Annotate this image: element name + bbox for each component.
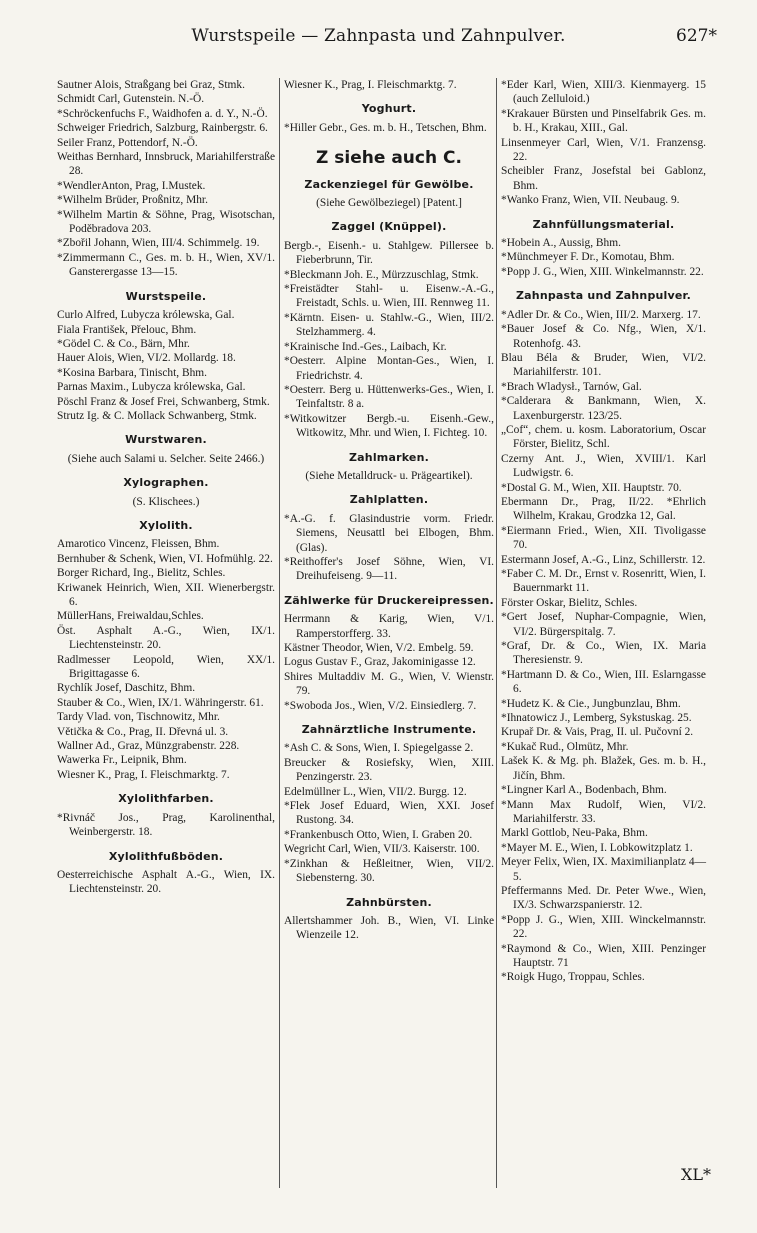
column-right [501, 78, 706, 985]
directory-entry: Větička & Co., Prag, II. Dřevná ul. 3. [57, 725, 229, 738]
directory-entry: Tardy Vlad. von, Tischnowitz, Mhr. [57, 711, 220, 724]
section-heading: Zahnfüllungsmaterial. [532, 217, 675, 231]
running-title: Wurstspeile — Zahnpasta und Zahnpulver. [191, 26, 566, 46]
directory-entry: *Dostal G. M., Wien, XII. Hauptstr. 70. [501, 481, 682, 494]
directory-entry: *Schröckenfuchs F., Waidhofen a. d. Y., N.-Ö. [57, 107, 268, 120]
directory-entry: Wiesner K., Prag, I. Fleischmarktg. 7. [284, 79, 457, 91]
directory-entry: *Wilhelm Brüder, Proßnitz, Mhr. [57, 194, 208, 207]
directory-entry: *Hartmann D. & Co., Wien, III. Eslarngasse 6. [501, 668, 706, 696]
directory-entry: Wiesner K., Prag, I. Fleischmarktg. 7. [57, 768, 230, 781]
section-heading: Xylolithfarben. [118, 792, 214, 806]
directory-entry: *Wilhelm Martin & Söhne, Prag, Wisotschan, Poděbradova 203. [57, 208, 275, 236]
directory-entry: *Raymond & Co., Wien, XIII. Penzinger Hauptstr. 71 [501, 942, 706, 969]
directory-entry: *Krainische Ind.-Ges., Laibach, Kr. [284, 340, 447, 353]
directory-entry: Allertshammer Joh. B., Wien, VI. Linke Wienzeile 12. [284, 914, 494, 942]
directory-entry: Logus Gustav F., Graz, Jakominigasse 12. [284, 656, 476, 669]
directory-entry: Ebermann Dr., Prag, II/22. *Ehrlich Wilhelm, Krakau, Grodzka 12, Gal. [501, 495, 706, 523]
sheet-signature-mark: XL* [680, 1165, 711, 1184]
letter-cross-reference: Z siehe auch C. [316, 148, 462, 169]
directory-entry: *Roigk Hugo, Troppau, Schles. [501, 971, 645, 984]
section-heading: Zahlmarken. [348, 450, 429, 464]
directory-entry: Markl Gottlob, Neu-Paka, Bhm. [501, 827, 648, 840]
directory-entry: *Kukač Rud., Olmütz, Mhr. [501, 740, 629, 753]
directory-entry: *WendlerAnton, Prag, I.Mustek. [57, 179, 206, 192]
directory-entry: *Witkowitzer Bergb.-u. Eisenh.-Gew., Witkowitz, Mhr. und Wien, I. Fichteg. 10. [284, 412, 494, 440]
directory-entry: *Hiller Gebr., Ges. m. b. H., Tetschen, Bhm. [284, 121, 487, 134]
directory-entry: Bernhuber & Schenk, Wien, VI. Hofmühlg. 22. [57, 552, 273, 565]
directory-entry: *Bleckmann Joh. E., Mürzzuschlag, Stmk. [284, 268, 479, 281]
section-heading: Xylolith. [139, 518, 193, 532]
directory-entry: *Eiermann Fried., Wien, XII. Tivoligasse 70. [501, 524, 706, 552]
directory-entry: Strutz Ig. & C. Mollack Schwanberg, Stmk. [57, 409, 257, 422]
directory-entry: *Mayer M. E., Wien, I. Lobkowitzplatz 1. [501, 841, 693, 854]
column-rule [496, 78, 497, 1188]
directory-entry: Radlmesser Leopold, Wien, XX/1. Brigittagasse 6. [57, 653, 275, 681]
directory-entry: Schweiger Friedrich, Salzburg, Rainbergstr. 6. [57, 122, 268, 135]
directory-entry: *Ash C. & Sons, Wien, I. Spiegelgasse 2. [284, 742, 474, 755]
directory-entry: *Reithoffer's Josef Söhne, Wien, VI. Dreihufeiseng. 9—11. [284, 555, 494, 583]
directory-entry: Öst. Asphalt A.-G., Wien, IX/1. Liechtensteinstr. 20. [57, 624, 275, 652]
cross-reference-note: (S. Klischees.) [132, 495, 200, 508]
directory-entry: Meyer Felix, Wien, IX. Maximilianplatz 4—5. [501, 856, 706, 883]
directory-entry: Hauer Alois, Wien, VI/2. Mollardg. 18. [57, 352, 236, 365]
section-heading: Zahnärztliche Instrumente. [301, 723, 477, 737]
directory-entry: Förster Oskar, Bielitz, Schles. [501, 596, 638, 609]
directory-entry: „Cof“, chem. u. kosm. Laboratorium, Oscar Förster, Bielitz, Schl. [501, 423, 706, 451]
directory-entry: *Brach Wladysł., Tarnów, Gal. [501, 380, 642, 393]
directory-entry: Seiler Franz, Pottendorf, N.-Ö. [57, 136, 198, 149]
section-heading: Zahnbürsten. [346, 895, 432, 909]
directory-entry: *Eder Karl, Wien, XIII/3. Kienmayerg. 15 (auch Zelluloid.) [501, 79, 706, 106]
section-heading: Zahnpasta und Zahnpulver. [516, 289, 691, 303]
directory-entry: *Swoboda Jos., Wien, V/2. Einsiedlerg. 7. [284, 699, 477, 712]
directory-entry: *Oesterr. Alpine Montan-Ges., Wien, I. Friedrichstr. 4. [284, 355, 494, 382]
directory-entry: *Oesterr. Berg u. Hüttenwerks-Ges., Wien, I. Teinfaltstr. 8 a. [284, 383, 494, 411]
directory-entry: *Kärntn. Eisen- u. Stahlw.-G., Wien, III/2. Stelzhammerg. 4. [284, 311, 494, 339]
directory-entry: Schmidt Carl, Gutenstein. N.-Ö. [57, 93, 205, 106]
section-heading: Zahlplatten. [349, 493, 429, 507]
section-heading: Xylographen. [123, 476, 209, 490]
directory-entry: *Zinkhan & Heßleitner, Wien, VII/2. Siebensterng. 30. [284, 857, 494, 885]
directory-entry: Breucker & Rosiefsky, Wien, XIII. Penzingerstr. 23. [284, 756, 494, 784]
directory-entry: *Gödel C. & Co., Bärn, Mhr. [57, 337, 190, 350]
directory-entry: Shires Multaddiv M. G., Wien, V. Wienstr. 79. [284, 670, 494, 698]
section-heading: Zählwerke für Druckereipressen. [284, 593, 494, 607]
column-left [57, 78, 275, 897]
directory-entry: *Hudetz K. & Cie., Jungbunzlau, Bhm. [501, 697, 681, 710]
section-heading: Zaggel (Knüppel). [331, 220, 447, 234]
directory-entry: Stauber & Co., Wien, IX/1. Währingerstr. 61. [57, 696, 264, 709]
directory-entry: *Graf, Dr. & Co., Wien, IX. Maria Theresienstr. 9. [501, 640, 706, 667]
directory-entry: *Adler Dr. & Co., Wien, III/2. Marxerg. 17. [501, 308, 701, 321]
directory-entry: Parnas Maxim., Lubycza królewska, Gal. [57, 381, 246, 394]
directory-entry: Amarotico Vincenz, Fleissen, Bhm. [57, 538, 220, 551]
directory-entry: Estermann Josef, A.-G., Linz, Schillerstr. 12. [501, 553, 706, 566]
directory-entry: Sautner Alois, Straßgang bei Graz, Stmk. [57, 79, 245, 91]
directory-entry: *Popp J. G., Wien, XIII. Winckelmannstr. 22. [501, 913, 706, 941]
directory-entry: Linsenmeyer Carl, Wien, V/1. Franzensg. 22. [501, 136, 706, 164]
directory-entry: Wawerka Fr., Leipnik, Bhm. [57, 754, 187, 767]
directory-entry: Wegricht Carl, Wien, VII/3. Kaiserstr. 100. [284, 843, 480, 856]
directory-entry: *Wanko Franz, Wien, VII. Neubaug. 9. [501, 194, 680, 207]
directory-entry: *Ihnatowicz J., Lemberg, Sykstuskag. 25. [501, 712, 692, 725]
section-heading: Yoghurt. [361, 102, 417, 116]
directory-entry: *Mann Max Rudolf, Wien, VI/2. Mariahilferstr. 33. [501, 798, 706, 825]
directory-entry: Oesterreichische Asphalt A.-G., Wien, IX. Liechtensteinstr. 20. [57, 868, 275, 896]
directory-entry: Bergb.-, Eisenh.- u. Stahlgew. Pillersee b. Fieberbrunn, Tir. [284, 239, 494, 267]
directory-entry: Wallner Ad., Graz, Münzgrabenstr. 228. [57, 740, 240, 753]
directory-entry: MüllerHans, Freiwaldau,Schles. [57, 610, 204, 623]
directory-entry: *A.-G. f. Glasindustrie vorm. Friedr. Siemens, Neusattl bei Elbogen, Bhm. (Glas). [284, 512, 494, 554]
column-rule [279, 78, 280, 1188]
directory-entry: Herrmann & Karig, Wien, V/1. Ramperstorfferg. 33. [284, 613, 494, 640]
directory-entry: *Flek Josef Eduard, Wien, XXI. Josef Rustong. 34. [284, 800, 494, 827]
directory-entry: *Münchmeyer F. Dr., Komotau, Bhm. [501, 251, 675, 264]
directory-entry: Pöschl Franz & Josef Frei, Schwanberg, Stmk. [57, 395, 270, 408]
directory-entry: *Kosina Barbara, Tinischt, Bhm. [57, 366, 207, 379]
directory-entry: *Krakauer Bürsten und Pinselfabrik Ges. m. b. H., Krakau, XIII., Gal. [501, 107, 706, 135]
directory-entry: Fiala František, Přelouc, Bhm. [57, 323, 197, 336]
page-number: 627* [676, 26, 717, 46]
directory-entry: Kästner Theodor, Wien, V/2. Embelg. 59. [284, 642, 474, 654]
cross-reference-note: (Siehe Gewölbeziegel) [Patent.] [316, 197, 462, 210]
page-header [0, 26, 757, 56]
directory-entry: *Lingner Karl A., Bodenbach, Bhm. [501, 784, 667, 797]
section-heading: Wurstspeile. [125, 289, 207, 303]
directory-entry: Czerny Ant. J., Wien, XVIII/1. Karl Ludwigstr. 6. [501, 452, 706, 480]
directory-entry: Curlo Alfred, Lubycza królewska, Gal. [57, 309, 235, 322]
directory-entry: *Rivnáč Jos., Prag, Karolinenthal, Weinbergerstr. 18. [57, 811, 275, 839]
directory-entry: *Zbořil Johann, Wien, III/4. Schimmelg. 19. [57, 237, 260, 250]
cross-reference-note: (Siehe Metalldruck- u. Prägeartikel). [305, 469, 473, 482]
directory-entry: *Gert Josef, Nuphar-Compagnie, Wien, VI/2. Bürgerspitalg. 7. [501, 611, 706, 638]
directory-entry: *Calderara & Bankmann, Wien, X. Laxenburgerstr. 123/25. [501, 395, 706, 422]
directory-entry: Borger Richard, Ing., Bielitz, Schles. [57, 567, 226, 580]
directory-entry: *Bauer Josef & Co. Nfg., Wien, X/1. Rotenhofg. 43. [501, 323, 706, 350]
directory-entry: Rychlík Josef, Daschitz, Bhm. [57, 682, 196, 695]
directory-entry: *Zimmermann C., Ges. m. b. H., Wien, XV/1. Gansterergasse 13—15. [57, 251, 275, 279]
directory-entry: *Hobein A., Aussig, Bhm. [501, 237, 621, 250]
directory-entry: Lašek K. & Mg. ph. Blažek, Ges. m. b. H., Jičín, Bhm. [501, 755, 706, 782]
directory-entry: *Frankenbusch Otto, Wien, I. Graben 20. [284, 828, 473, 841]
directory-entry: Pfeffermanns Med. Dr. Peter Wwe., Wien, IX/3. Schwarzspanierstr. 12. [501, 884, 706, 912]
directory-entry: Krupař Dr. & Vais, Prag, II. ul. Pučovní 2. [501, 726, 694, 739]
directory-entry: Blau Béla & Bruder, Wien, VI/2. Mariahilferstr. 101. [501, 351, 706, 379]
section-heading: Xylolithfußböden. [108, 849, 224, 863]
directory-entry: Kriwanek Heinrich, Wien, XII. Wienerbergstr. 6. [57, 581, 275, 608]
directory-entry: *Popp J. G., Wien, XIII. Winkelmannstr. 22. [501, 265, 704, 278]
section-heading: Zackenziegel für Gewölbe. [304, 177, 474, 191]
cross-reference-note: (Siehe auch Salami u. Selcher. Seite 2466.) [67, 452, 265, 465]
column-middle [284, 78, 494, 943]
directory-entry: Weithas Bernhard, Innsbruck, Mariahilferstraße 28. [57, 151, 275, 178]
section-heading: Wurstwaren. [125, 433, 207, 447]
directory-entry: Edelmüllner L., Wien, VII/2. Burgg. 12. [284, 785, 467, 798]
directory-entry: Scheibler Franz, Josefstal bei Gablonz, Bhm. [501, 165, 706, 192]
directory-entry: *Freistädter Stahl- u. Eisenw.-A.-G., Freistadt, Schls. u. Wien, III. Rennweg 11. [284, 283, 494, 310]
directory-entry: *Faber C. M. Dr., Ernst v. Rosenritt, Wien, I. Bauernmarkt 11. [501, 568, 706, 595]
